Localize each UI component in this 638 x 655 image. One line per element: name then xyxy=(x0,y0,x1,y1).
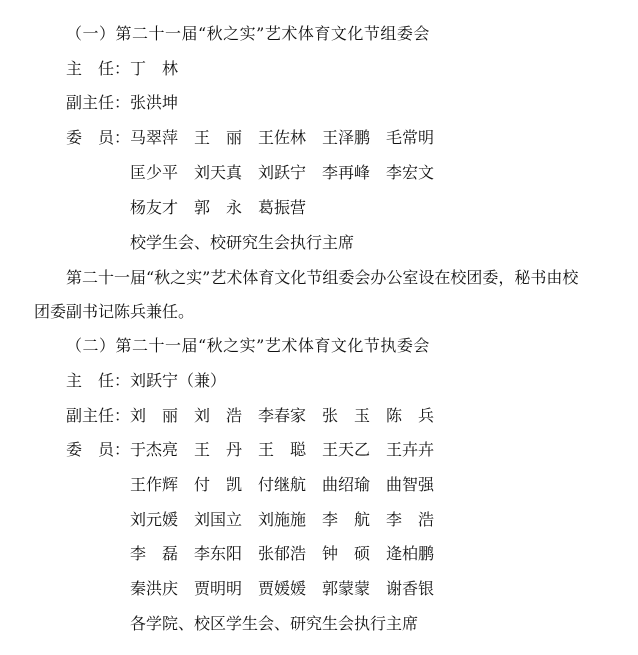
section2-heading: （二）第二十一届“秋之实”艺术体育文化节执委会 xyxy=(66,336,430,355)
deputy-name: 陈 兵 xyxy=(386,406,435,425)
member-name: 刘元媛 xyxy=(130,510,179,529)
section2-deputy-row xyxy=(0,406,638,426)
member-name: 王卉卉 xyxy=(386,440,435,459)
section2-member-row xyxy=(0,510,638,530)
member-name: 于杰亮 xyxy=(130,440,179,459)
deputy-name: 张洪坤 xyxy=(130,93,179,112)
member-name: 郭蒙蒙 xyxy=(322,579,371,598)
section2-member-row xyxy=(0,440,638,460)
member-name: 毛常明 xyxy=(386,128,435,147)
section2-member-note: 各学院、校区学生会、研究生会执行主席 xyxy=(130,614,419,633)
member-name: 王佐林 xyxy=(258,128,307,147)
member-name: 王作辉 xyxy=(130,475,179,494)
member-name: 钟 硕 xyxy=(322,544,371,563)
section2-member-row xyxy=(0,544,638,564)
member-name: 李 浩 xyxy=(386,510,435,529)
member-name: 谢香银 xyxy=(386,579,435,598)
member-name: 付 凯 xyxy=(194,475,243,494)
member-name: 刘天真 xyxy=(194,163,243,182)
member-name: 刘跃宁 xyxy=(258,163,307,182)
director-role-label: 主 任： xyxy=(66,59,131,78)
deputy-name: 刘 浩 xyxy=(194,406,243,425)
member-name: 王泽鹏 xyxy=(322,128,371,147)
member-name: 王天乙 xyxy=(322,440,371,459)
member-name-group xyxy=(130,163,450,183)
section1-deputy-row xyxy=(0,93,638,113)
member-name: 王 丹 xyxy=(194,440,243,459)
member-name: 秦洪庆 xyxy=(130,579,179,598)
deputy-name: 刘 丽 xyxy=(130,406,179,425)
member-name: 付继航 xyxy=(258,475,307,494)
member-name-group xyxy=(130,544,450,564)
section2-director-row xyxy=(0,371,638,391)
member-name: 王 丽 xyxy=(194,128,243,147)
deputy-name-group xyxy=(130,93,194,113)
member-name: 匡少平 xyxy=(130,163,179,182)
member-name: 贾媛媛 xyxy=(258,579,307,598)
member-name-group xyxy=(130,510,450,530)
member-name: 曲智强 xyxy=(386,475,435,494)
director-role-label: 主 任： xyxy=(66,371,131,390)
member-name: 李宏文 xyxy=(386,163,435,182)
member-name: 李 航 xyxy=(322,510,371,529)
section1-member-note: 校学生会、校研究生会执行主席 xyxy=(130,233,355,252)
member-name: 刘施施 xyxy=(258,510,307,529)
deputy-name: 张 玉 xyxy=(322,406,371,425)
member-name-group xyxy=(130,475,450,495)
member-name: 郭 永 xyxy=(194,198,243,217)
member-name: 逄柏鹏 xyxy=(386,544,435,563)
member-name: 李 磊 xyxy=(130,544,179,563)
section1-member-row xyxy=(0,128,638,148)
section2-member-row xyxy=(0,475,638,495)
member-name-group xyxy=(130,128,450,148)
office-paragraph-line1: 第二十一届“秋之实”艺术体育文化节组委会办公室设在校团委，秘书由校 xyxy=(66,268,579,287)
director-name: 刘跃宁（兼） xyxy=(130,371,227,390)
section1-heading: （一）第二十一届“秋之实”艺术体育文化节组委会 xyxy=(66,24,430,43)
section1-member-row xyxy=(0,163,638,183)
member-name: 马翠萍 xyxy=(130,128,179,147)
deputy-role-label: 副主任： xyxy=(66,406,131,425)
member-name: 曲绍瑜 xyxy=(322,475,371,494)
member-name: 李东阳 xyxy=(194,544,243,563)
deputy-name-group xyxy=(130,406,450,426)
section1-member-row xyxy=(0,198,638,218)
section1-director-row xyxy=(0,59,638,79)
member-name: 张郁浩 xyxy=(258,544,307,563)
section2-member-row xyxy=(0,579,638,599)
member-name-group xyxy=(130,198,322,218)
member-name: 杨友才 xyxy=(130,198,179,217)
office-paragraph-line2: 团委副书记陈兵兼任。 xyxy=(34,302,195,321)
director-name-group xyxy=(130,371,226,391)
member-name-group xyxy=(130,440,450,460)
director-name-group xyxy=(130,59,194,79)
deputy-name: 李春家 xyxy=(258,406,307,425)
member-role-label: 委 员： xyxy=(66,440,131,459)
member-name: 李再峰 xyxy=(322,163,371,182)
member-role-label: 委 员： xyxy=(66,128,131,147)
member-name: 刘国立 xyxy=(194,510,243,529)
member-name: 葛振营 xyxy=(258,198,307,217)
deputy-role-label: 副主任： xyxy=(66,93,131,112)
member-name-group xyxy=(130,579,450,599)
member-name: 王 聪 xyxy=(258,440,307,459)
director-name: 丁 林 xyxy=(130,59,179,78)
member-name: 贾明明 xyxy=(194,579,243,598)
